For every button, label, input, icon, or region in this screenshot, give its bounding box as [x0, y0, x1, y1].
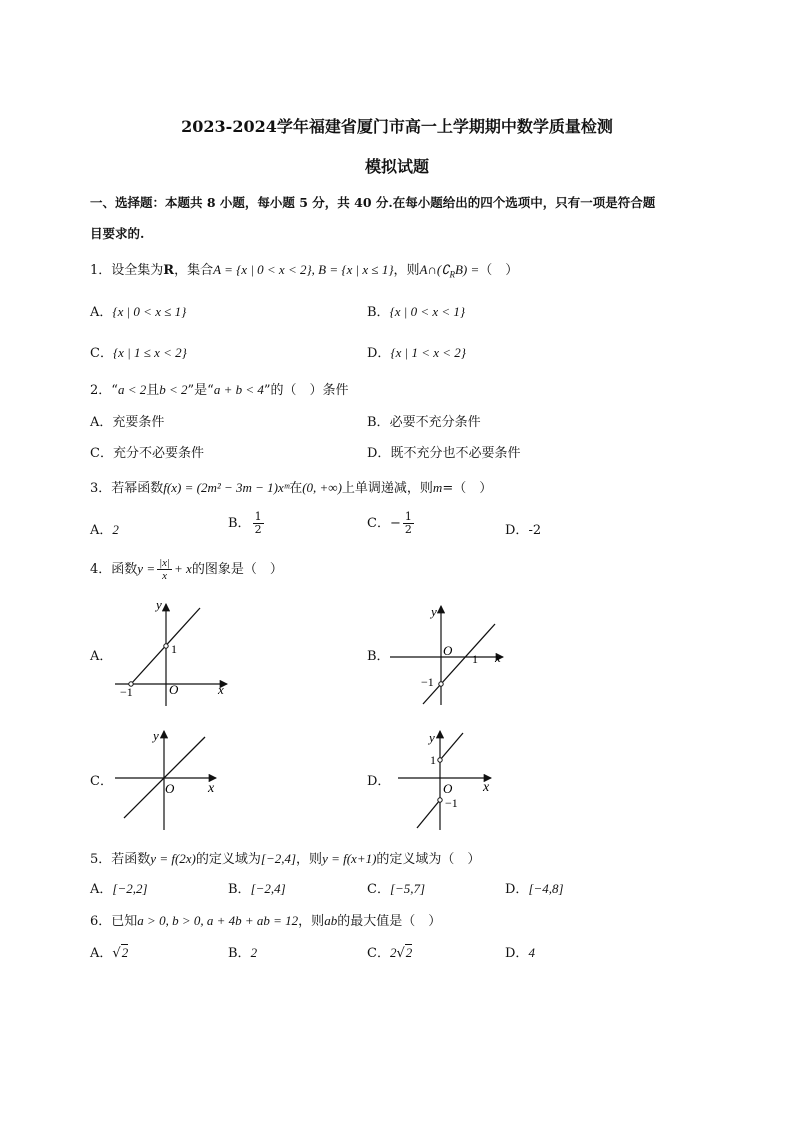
q3-option-c	[367, 511, 416, 536]
option-label: C．	[367, 946, 390, 961]
q1-option-a	[90, 301, 186, 320]
y-label: y	[429, 730, 435, 745]
stem-math: + x	[174, 561, 192, 576]
tick-label: −1	[421, 675, 434, 689]
stem-text: 已知	[111, 914, 138, 929]
stem-math: a < 2	[117, 382, 147, 397]
option-text: 充分不必要条件	[112, 446, 204, 461]
stem-math: (0, +∞)	[302, 480, 342, 495]
question-number: 1．	[90, 263, 112, 278]
option-text: 充要条件	[112, 415, 165, 430]
stem-text: 的图象是（ ）	[191, 562, 283, 577]
q3-option-b	[228, 511, 266, 536]
question-4	[90, 557, 283, 582]
stem-text: =（ ）	[442, 481, 493, 496]
option-label: B．	[228, 946, 251, 961]
question-5	[90, 848, 480, 867]
tick-label: 1	[430, 753, 436, 767]
option-text: [−2,2]	[112, 881, 148, 896]
fraction-denominator: 2	[404, 523, 412, 536]
tick-label: −1	[120, 685, 133, 699]
graph-a	[110, 598, 235, 708]
option-label: C．	[367, 516, 390, 531]
option-text: {x | 1 < x < 2}	[390, 345, 466, 360]
option-label: B．	[228, 516, 251, 531]
stem-math: [−2,4]	[260, 851, 297, 866]
q6-option-a: A．√2	[90, 945, 129, 961]
option-label: C．	[90, 446, 113, 461]
y-label: y	[431, 604, 437, 619]
origin-label: O	[443, 781, 453, 796]
q1-option-c	[90, 342, 187, 361]
q4-option-d-label: D．	[367, 774, 391, 789]
graph-line-left	[417, 800, 440, 828]
stem-text: 函数	[111, 562, 138, 577]
sqrt-radicand: 2	[121, 945, 129, 960]
graph-line-right	[440, 733, 463, 760]
stem-text: ，则	[296, 852, 323, 867]
fraction	[157, 557, 172, 582]
option-label: B．	[367, 305, 390, 320]
stem-text: R	[163, 263, 175, 278]
stem-math: B) =	[454, 262, 480, 277]
q2-option-b	[367, 411, 481, 430]
stem-math: a > 0, b > 0, a + 4b + ab = 12	[137, 913, 299, 928]
stem-text: 且	[146, 383, 160, 398]
x-label: x	[208, 781, 215, 796]
option-label: D．	[505, 882, 529, 897]
fraction-numerator: 1	[404, 510, 412, 523]
q3-option-a	[90, 519, 119, 538]
origin-label: O	[443, 643, 453, 658]
stem-text: （ ）	[479, 263, 519, 278]
stem-text: ”是“	[187, 383, 214, 398]
q5-option-b	[228, 878, 286, 897]
q2-option-c	[90, 442, 204, 461]
option-label: C．	[367, 882, 390, 897]
y-label: y	[156, 598, 162, 612]
tick-label: −1	[445, 796, 458, 810]
option-text: [−5,7]	[389, 881, 426, 896]
fraction-denominator: x	[162, 570, 167, 582]
question-number: 5．	[90, 852, 112, 867]
stem-text: “	[111, 383, 118, 398]
stem-math: f(x) = (2m² − 3m − 1)xᵐ	[163, 480, 290, 495]
stem-text: 在	[289, 481, 303, 496]
stem-text: ，则	[298, 914, 325, 929]
option-text: [−4,8]	[528, 881, 564, 896]
fraction	[253, 511, 264, 536]
question-number: 6．	[90, 914, 112, 929]
q4-option-a-label: A．	[90, 649, 113, 664]
x-label: x	[495, 650, 501, 665]
open-point	[164, 644, 168, 648]
section-intro-line1: 一、选择题：本题共 8 小题，每小题 5 分，共 40 分.在每小题给出的四个选项中，只有一项是符合题	[90, 195, 656, 210]
option-label: C．	[90, 346, 113, 361]
option-text: 必要不充分条件	[389, 415, 481, 430]
stem-text: ”的（ ）条件	[263, 383, 349, 398]
q4-option-c-label: C．	[90, 774, 113, 789]
q6-option-b	[228, 942, 257, 961]
option-label: A．	[90, 882, 113, 897]
tick-label: 1	[171, 642, 177, 656]
option-label: A．	[90, 946, 113, 961]
q2-option-d	[367, 442, 520, 461]
stem-text: 若函数	[111, 852, 151, 867]
question-number: 3．	[90, 481, 112, 496]
open-point	[438, 798, 442, 802]
graph-line	[423, 624, 495, 704]
graph-c	[112, 725, 222, 835]
stem-text: 设全集为	[111, 263, 164, 278]
q6-option-c: C．2√2	[367, 945, 413, 961]
option-label: D．	[367, 346, 391, 361]
q2-option-a	[90, 411, 164, 430]
page-subtitle: 模拟试题	[364, 157, 429, 176]
stem-math: m	[432, 480, 443, 495]
q1-option-b	[367, 301, 465, 320]
option-text: −	[389, 516, 401, 531]
x-label: x	[483, 780, 490, 795]
fraction-numerator: |x|	[159, 557, 171, 569]
q1-option-d	[367, 342, 466, 361]
question-number: 4．	[90, 562, 112, 577]
stem-math: A∩(∁	[419, 262, 450, 277]
tick-label: 1	[472, 652, 478, 666]
q4-option-b-label: B．	[367, 649, 390, 664]
stem-text: ，则	[393, 263, 420, 278]
option-label: A．	[90, 305, 113, 320]
section-intro-line2: 目要求的.	[90, 226, 145, 241]
option-label: B．	[228, 882, 251, 897]
question-2	[90, 379, 349, 398]
stem-math: R	[449, 269, 455, 280]
option-text: 4	[528, 945, 535, 960]
graph-b	[385, 600, 510, 710]
option-text: {x | 1 ≤ x < 2}	[112, 345, 187, 360]
stem-math: y =	[137, 561, 156, 576]
option-label: A．	[90, 415, 113, 430]
stem-text: 的定义域为	[195, 852, 261, 867]
stem-math: a + b < 4	[213, 382, 264, 397]
stem-math: y = f(x+1)	[322, 851, 377, 866]
q6-option-d	[505, 942, 535, 961]
open-point	[438, 758, 442, 762]
option-text: [−2,4]	[250, 881, 286, 896]
option-text: 2	[250, 945, 258, 960]
stem-math: ab	[324, 913, 338, 928]
option-label: B．	[367, 415, 390, 430]
origin-label: O	[169, 682, 179, 697]
option-label: A．	[90, 523, 113, 538]
stem-text: 若幂函数	[111, 481, 164, 496]
option-text: {x | 0 < x ≤ 1}	[112, 304, 187, 319]
option-text: 2	[112, 522, 119, 537]
option-text: {x | 0 < x < 1}	[389, 304, 466, 319]
y-label: y	[153, 728, 159, 743]
stem-text: 的定义域为（ ）	[376, 852, 481, 867]
q3-option-d	[505, 519, 541, 538]
stem-text: ，集合	[174, 263, 214, 278]
origin-label: O	[165, 781, 175, 796]
stem-text: 的最大值是（ ）	[337, 914, 442, 929]
fraction	[403, 511, 414, 536]
stem-math: b < 2	[159, 382, 188, 397]
option-text: -2	[528, 523, 542, 538]
question-number: 2．	[90, 383, 112, 398]
sqrt-radicand: 2	[405, 945, 413, 960]
option-text: 既不充分也不必要条件	[390, 446, 521, 461]
stem-text: 上单调递减，则	[341, 481, 433, 496]
option-text: 2	[389, 945, 397, 960]
fraction-numerator: 1	[254, 510, 262, 523]
option-label: D．	[505, 946, 529, 961]
q5-option-a	[90, 878, 148, 897]
open-point	[439, 682, 443, 686]
fraction-denominator: 2	[254, 523, 262, 536]
stem-math: y = f(2x)	[150, 851, 196, 866]
question-1	[90, 259, 518, 280]
x-label: x	[218, 682, 224, 697]
stem-math: A = {x | 0 < x < 2}, B = {x | x ≤ 1}	[213, 262, 394, 277]
page-title: 2023-2024学年福建省厦门市高一上学期期中数学质量检测	[181, 117, 613, 136]
option-label: D．	[367, 446, 391, 461]
q5-option-d	[505, 878, 564, 897]
option-label: D．	[505, 523, 529, 538]
q5-option-c	[367, 878, 425, 897]
question-3	[90, 477, 492, 496]
graph-d	[395, 725, 500, 835]
question-6	[90, 910, 441, 929]
